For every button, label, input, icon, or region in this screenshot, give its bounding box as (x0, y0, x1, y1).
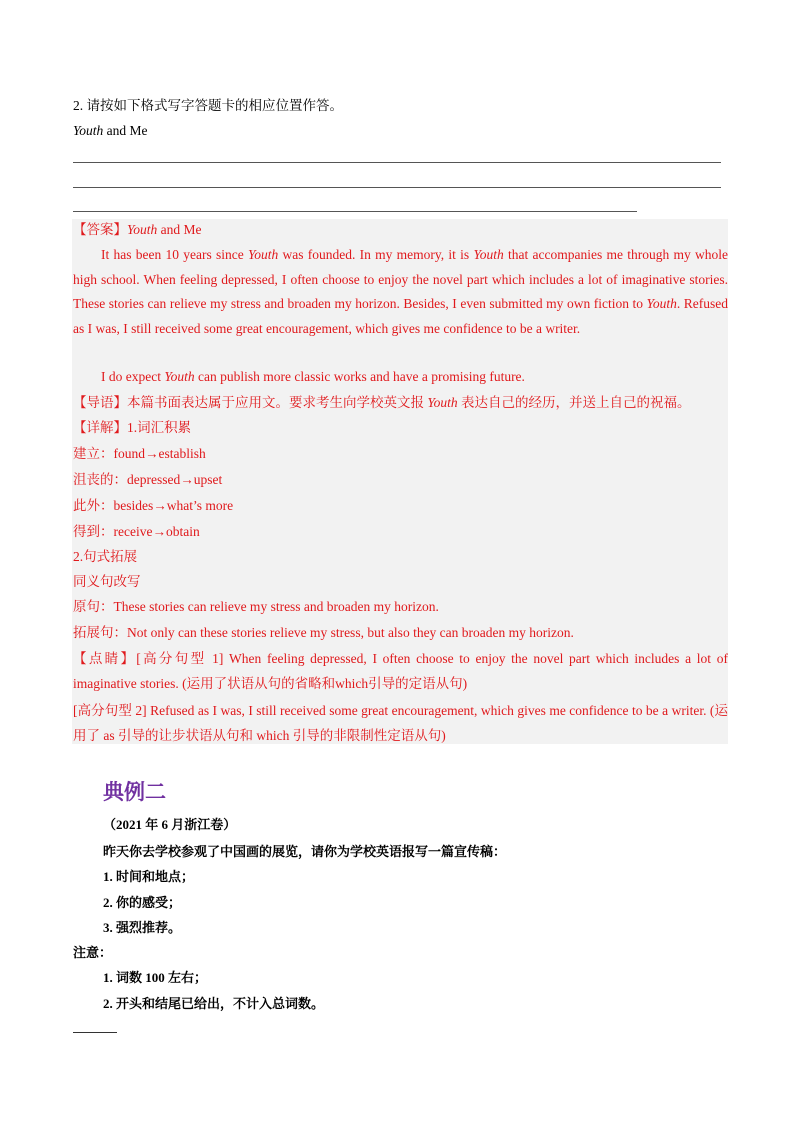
magazine-name: Youth (427, 395, 458, 410)
requirement-item: 2. 你的感受； (103, 895, 182, 910)
note-item: 2. 开头和结尾已给出，不计入总词数。 (103, 996, 325, 1011)
essay-title-italic: Youth (73, 123, 104, 138)
section-2-heading: 2.句式拓展 (73, 549, 138, 564)
essay-title-rest: and Me (103, 123, 148, 138)
magazine-name: Youth (473, 247, 504, 262)
original-sentence: 原句：These stories can relieve my stress and broaden my horizon. (73, 599, 439, 614)
key-point-1: 【点睛】[高分句型 1] When feeling depressed, I often choose to enjoy the novel part which includes a lot of imaginative stories. (运用了状语从句的省略和which引导的定语从句) (73, 651, 728, 691)
magazine-name: Youth (646, 296, 677, 311)
example-prompt: 昨天你去学校参观了中国画的展览，请你为学校英语报写一篇宣传稿： (103, 844, 507, 859)
extended-sentence: 拓展句：Not only can these stories relieve my stress, but also they can broaden my horizon. (73, 625, 574, 640)
section-2-sub: 同义句改写 (73, 574, 141, 589)
requirement-item: 3. 强烈推荐。 (103, 920, 182, 935)
example-source: （2021 年 6 月浙江卷） (103, 817, 237, 832)
answer-line-2[interactable] (73, 187, 721, 188)
essay-title (73, 121, 148, 141)
vocab-item: 此外：besides→what’s more (73, 498, 234, 513)
answer-line-1[interactable] (73, 162, 721, 163)
answer-paragraph-2: I do expect Youth can publish more classic works and have a promising future. (101, 369, 525, 384)
question-item: 2. 请按如下格式写字答题卡的相应位置作答。 (73, 98, 343, 113)
note-item: 1. 词数 100 左右； (103, 970, 208, 985)
footnote-separator (73, 1032, 117, 1033)
vocab-item: 建立：found→establish (73, 446, 206, 461)
requirement-item: 1. 时间和地点； (103, 869, 195, 884)
answer-line-3[interactable] (73, 211, 637, 212)
answer-title-italic: Youth (127, 222, 158, 237)
answer-paragraph-1: It has been 10 years since Youth was founded. In my memory, it is Youth that accompanies me through my whole high school. When feeling depressed, I often choose to enjoy the novel part which includes a lot of imaginative stories. These stories can relieve my stress and broaden my horizon. Besides, I even submitted my own fiction to Youth. Refused as I was, I still received some great encouragement, which gives me confidence to be a writer. (73, 247, 728, 336)
vocab-item: 得到：receive→obtain (73, 524, 200, 539)
note-label: 注意： (73, 945, 113, 960)
magazine-name: Youth (164, 369, 195, 384)
answer-heading (73, 220, 202, 240)
detail-heading: 【详解】1.词汇积累 (73, 420, 192, 435)
magazine-name: Youth (248, 247, 279, 262)
answer-label: 【答案】 (73, 222, 127, 237)
example-title: 典例二 (103, 780, 166, 804)
key-point-2: [高分句型 2] Refused as I was, I still received some great encouragement, which gives me confidence to be a writer. (运用了 as 引导的让步状语从句和 which 引导的非限制性定语从句) (73, 703, 728, 743)
vocab-item: 沮丧的：depressed→upset (73, 472, 223, 487)
guide-text: 【导语】本篇书面表达属于应用文。要求考生向学校英文报 Youth 表达自己的经历，并送上自己的祝福。 (73, 395, 691, 410)
answer-title-rest: and Me (157, 222, 202, 237)
